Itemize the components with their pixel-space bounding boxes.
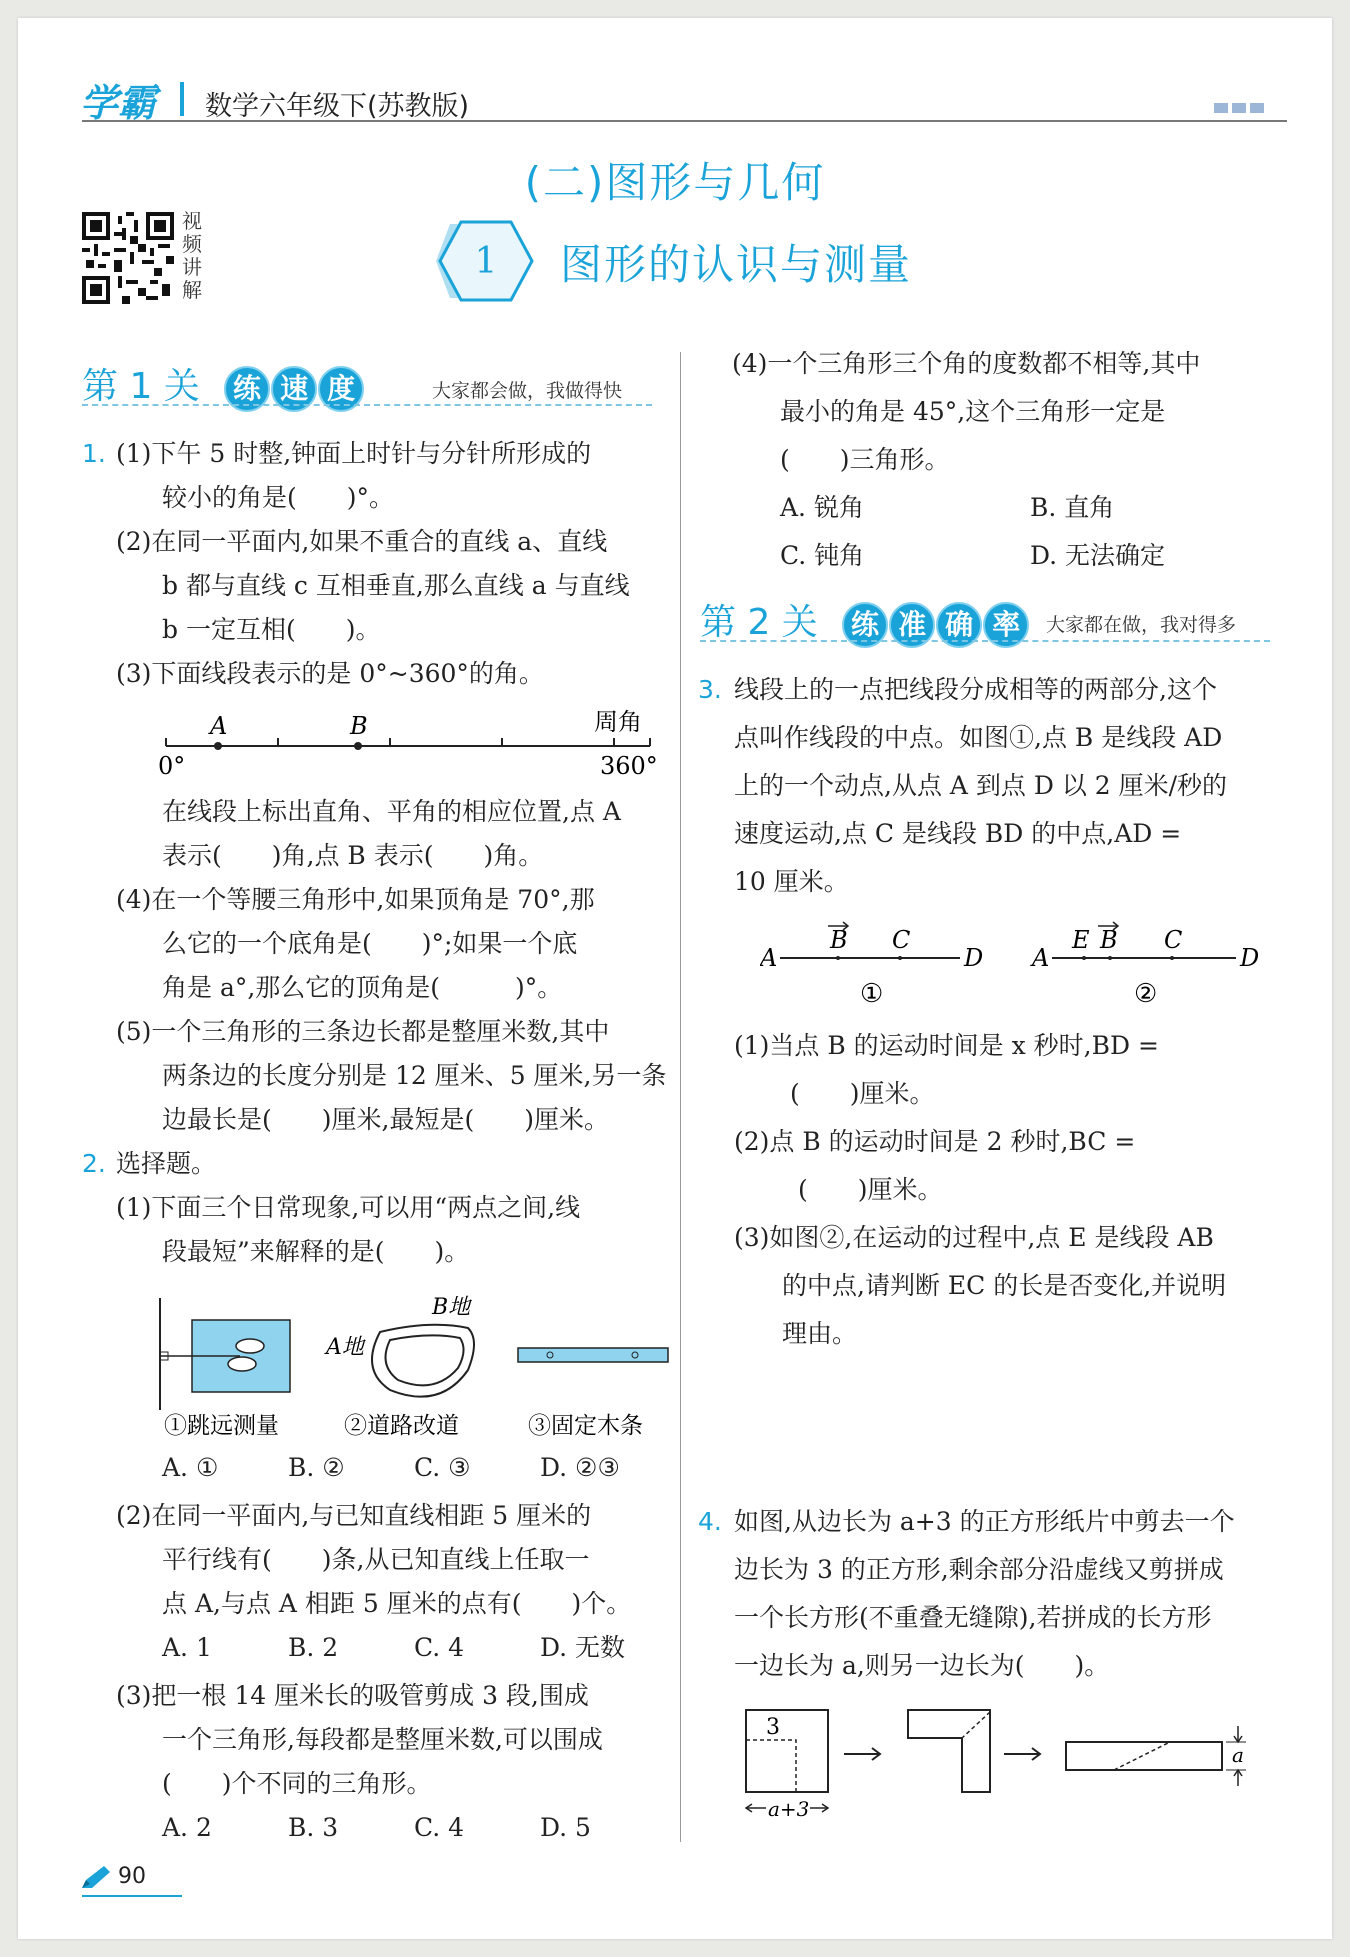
q1-3-line1: (3)下面线段表示的是 0°~360°的角。 <box>116 659 544 688</box>
q3-1-line2: ( )厘米。 <box>790 1079 935 1108</box>
q1-1-line1: (1)下午 5 时整,钟面上时针与分针所形成的 <box>116 439 592 468</box>
q2-3-line1: (3)把一根 14 厘米长的吸管剪成 3 段,围成 <box>116 1681 589 1710</box>
q2-2-line1: (2)在同一平面内,与已知直线相距 5 厘米的 <box>116 1501 592 1530</box>
q2-3-line3: ( )个不同的三角形。 <box>162 1769 432 1798</box>
svg-text:E: E <box>1072 926 1090 954</box>
q3-number: 3. <box>698 675 722 704</box>
svg-text:B地: B地 <box>432 1295 471 1320</box>
q2-3-option-b[interactable]: B. 3 <box>288 1813 339 1842</box>
svg-text:②: ② <box>1134 979 1158 1009</box>
level2-slogan: 大家都在做，我对得多 <box>1046 614 1237 636</box>
q3-line2: 点叫作线段的中点。如图①,点 B 是线段 AD <box>734 723 1223 752</box>
q2-2-option-a[interactable]: A. 1 <box>162 1633 212 1662</box>
q2-1-option-d[interactable]: D. ②③ <box>540 1453 620 1482</box>
q1-1-line2: 较小的角是( )°。 <box>162 483 395 512</box>
svg-text:B: B <box>1100 926 1118 954</box>
q4-line3: 一个长方形(不重叠无缝隙),若拼成的长方形 <box>734 1603 1212 1632</box>
q1-4-line2: 么它的一个底角是( )°;如果一个底 <box>162 929 578 958</box>
svg-text:②道路改道: ②道路改道 <box>344 1413 459 1439</box>
page-number-underline <box>82 1895 182 1897</box>
q2-1-line2: 段最短”来解释的是( )。 <box>162 1237 470 1266</box>
svg-text:③固定木条: ③固定木条 <box>528 1413 643 1439</box>
pencil-icon <box>80 1864 112 1892</box>
q4-line2: 边长为 3 的正方形,剩余部分沿虚线又剪拼成 <box>734 1555 1224 1584</box>
svg-text:B: B <box>350 712 368 740</box>
chapter-number: 1 <box>474 241 498 282</box>
q4-line4: 一边长为 a,则另一边长为( )。 <box>734 1651 1110 1680</box>
level2-badge: 率 <box>983 602 1029 648</box>
section-title: (二)图形与几何 <box>524 158 826 207</box>
q2-4-line2: 最小的角是 45°,这个三角形一定是 <box>780 397 1166 426</box>
level2-label: 第 2 关 <box>700 602 818 643</box>
level1-badge: 速 <box>271 366 317 412</box>
q2-3-option-c[interactable]: C. 4 <box>414 1813 465 1842</box>
q1-2-line3: b 一定互相( )。 <box>162 615 381 644</box>
level2-rule <box>700 640 1270 642</box>
level2-badge: 练 <box>842 602 888 648</box>
q1-4-line3: 角是 a°,那么它的顶角是( )°。 <box>162 973 563 1002</box>
level1-rule <box>82 404 652 406</box>
svg-text:①跳远测量: ①跳远测量 <box>164 1413 279 1439</box>
chapter-title: 图形的认识与测量 <box>560 240 913 289</box>
daily-phenomena-figure <box>150 1280 680 1440</box>
level2-badge: 确 <box>936 602 982 648</box>
q3-2-line1: (2)点 B 的运动时间是 2 秒时,BC = <box>734 1127 1136 1156</box>
svg-text:C: C <box>892 926 911 954</box>
book-title: 数学六年级下(苏教版) <box>205 91 470 122</box>
page-number: 90 <box>118 1864 146 1889</box>
q3-line5: 10 厘米。 <box>734 867 849 896</box>
q2-2-option-b[interactable]: B. 2 <box>288 1633 339 1662</box>
chapter-number-badge <box>436 218 536 304</box>
q2-number: 2. <box>82 1149 106 1178</box>
level1-label: 第 1 关 <box>82 366 200 407</box>
q3-1-line1: (1)当点 B 的运动时间是 x 秒时,BD = <box>734 1031 1159 1060</box>
q1-5-line1: (5)一个三角形的三条边长都是整厘米数,其中 <box>116 1017 610 1046</box>
svg-text:①: ① <box>860 979 884 1009</box>
q1-3-line2: 在线段上标出直角、平角的相应位置,点 A <box>162 797 621 826</box>
svg-text:3: 3 <box>766 1715 780 1740</box>
svg-text:A: A <box>1032 944 1050 972</box>
q2-3-line2: 一个三角形,每段都是整厘米数,可以围成 <box>162 1725 603 1754</box>
moving-point-segment-figure <box>760 910 1260 1010</box>
qr-caption: 视频讲解 <box>182 209 202 302</box>
q3-3-line2: 的中点,请判断 EC 的长是否变化,并说明 <box>782 1271 1227 1300</box>
q2-4-option-c[interactable]: C. 钝角 <box>780 541 865 570</box>
svg-text:周角: 周角 <box>594 708 642 736</box>
q2-4-line1: (4)一个三角形三个角的度数都不相等,其中 <box>732 349 1201 378</box>
q2-1-option-b[interactable]: B. ② <box>288 1453 345 1482</box>
svg-text:D: D <box>964 944 984 972</box>
brand-logo: 学霸 <box>80 81 157 125</box>
svg-text:D: D <box>1240 944 1260 972</box>
q2-2-line2: 平行线有( )条,从已知直线上任取一 <box>162 1545 590 1574</box>
brand-divider <box>180 82 184 116</box>
q2-1-option-c[interactable]: C. ③ <box>414 1453 471 1482</box>
svg-text:360°: 360° <box>600 752 658 780</box>
q2-4-option-d[interactable]: D. 无法确定 <box>1030 541 1166 570</box>
q3-line1: 线段上的一点把线段分成相等的两部分,这个 <box>734 675 1217 704</box>
q1-2-line2: b 都与直线 c 互相垂直,那么直线 a 与直线 <box>162 571 630 600</box>
column-divider <box>680 352 681 1842</box>
svg-text:A地: A地 <box>326 1335 364 1360</box>
svg-text:C: C <box>1164 926 1183 954</box>
q3-2-line2: ( )厘米。 <box>798 1175 943 1204</box>
svg-text:B: B <box>830 926 848 954</box>
level1-badge: 度 <box>318 366 364 412</box>
q2-1-line1: (1)下面三个日常现象,可以用“两点之间,线 <box>116 1193 581 1222</box>
level1-slogan: 大家都会做，我做得快 <box>432 380 623 402</box>
q4-number: 4. <box>698 1507 722 1536</box>
header-decoration <box>1210 98 1264 117</box>
qr-code-icon[interactable] <box>82 212 174 304</box>
level1-badge: 练 <box>224 366 270 412</box>
svg-text:A: A <box>760 944 778 972</box>
q2-3-option-d[interactable]: D. 5 <box>540 1813 591 1842</box>
q1-3-line3: 表示( )角,点 B 表示( )角。 <box>162 841 544 870</box>
svg-text:0°: 0° <box>158 752 186 780</box>
q1-5-line3: 边最长是( )厘米,最短是( )厘米。 <box>162 1105 609 1134</box>
q4-line1: 如图,从边长为 a+3 的正方形纸片中剪去一个 <box>734 1507 1235 1536</box>
angle-number-line-figure <box>150 700 670 790</box>
q3-line4: 速度运动,点 C 是线段 BD 的中点,AD = <box>734 819 1182 848</box>
q3-3-line1: (3)如图②,在运动的过程中,点 E 是线段 AB <box>734 1223 1214 1252</box>
q1-2-line1: (2)在同一平面内,如果不重合的直线 a、直线 <box>116 527 608 556</box>
level2-badge: 准 <box>889 602 935 648</box>
square-cut-rearrange-figure <box>740 1700 1270 1830</box>
q3-line3: 上的一个动点,从点 A 到点 D 以 2 厘米/秒的 <box>734 771 1228 800</box>
q2-2-line3: 点 A,与点 A 相距 5 厘米的点有( )个。 <box>162 1589 632 1618</box>
q2-2-option-d[interactable]: D. 无数 <box>540 1633 626 1662</box>
q1-4-line1: (4)在一个等腰三角形中,如果顶角是 70°,那 <box>116 885 595 914</box>
q2-title: 选择题。 <box>116 1149 217 1178</box>
q2-3-option-a[interactable]: A. 2 <box>162 1813 212 1842</box>
header-rule <box>82 120 1287 122</box>
q2-2-option-c[interactable]: C. 4 <box>414 1633 465 1662</box>
q1-5-line2: 两条边的长度分别是 12 厘米、5 厘米,另一条 <box>162 1061 667 1090</box>
q2-1-option-a[interactable]: A. ① <box>162 1453 219 1482</box>
svg-text:a+3: a+3 <box>768 1797 810 1821</box>
q3-3-line3: 理由。 <box>782 1319 858 1348</box>
q2-4-line3: ( )三角形。 <box>780 445 950 474</box>
svg-text:A: A <box>210 712 228 740</box>
q2-4-option-b[interactable]: B. 直角 <box>1030 493 1115 522</box>
svg-text:a: a <box>1232 1743 1244 1767</box>
q1-number: 1. <box>82 439 106 468</box>
q2-4-option-a[interactable]: A. 锐角 <box>780 493 864 522</box>
